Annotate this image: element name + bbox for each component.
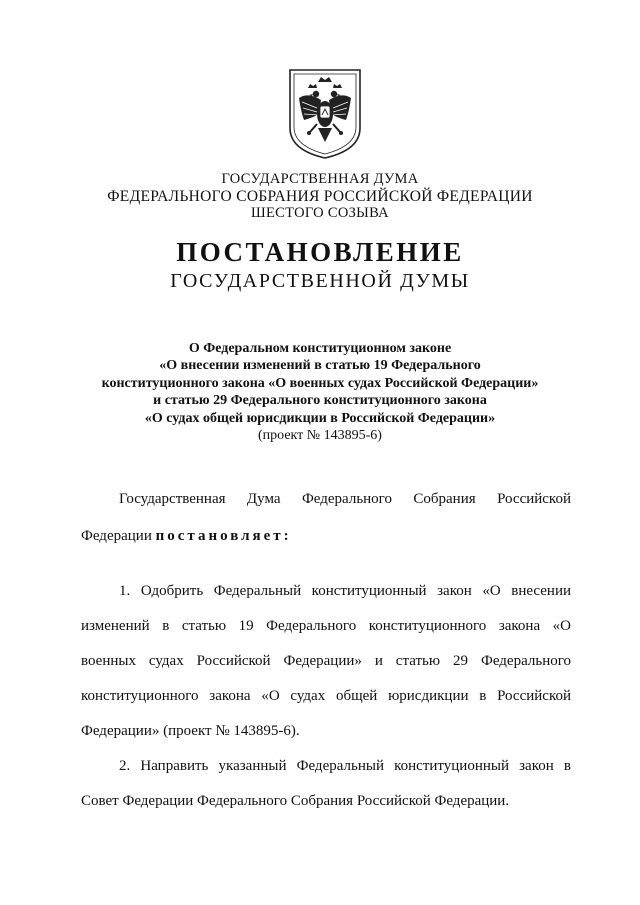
coat-of-arms-icon bbox=[288, 68, 362, 160]
preamble-line: Государственная Дума Федерального Собрания Российской bbox=[119, 491, 571, 507]
subject-line: и статью 29 Федерального конституционного закона bbox=[153, 393, 487, 409]
subject-line: «О внесении изменений в статью 19 Федерального bbox=[159, 358, 481, 374]
convocation: ШЕСТОГО СОЗЫВА bbox=[251, 205, 389, 221]
paragraph-line: изменений в статью 19 Федерального конституционного закона «О bbox=[81, 618, 571, 634]
preamble bbox=[81, 488, 571, 547]
paragraph-line: 2. Направить указанный Федеральный конституционный закон в bbox=[119, 758, 571, 774]
subject-line: конституционного закона «О военных судах Российской Федерации» bbox=[101, 375, 539, 391]
document-subtitle: ГОСУДАРСТВЕННОЙ ДУМЫ bbox=[170, 270, 470, 292]
decree-word: постановляет: bbox=[155, 528, 292, 544]
preamble-line bbox=[81, 525, 571, 547]
paragraph-line: Совет Федерации Федерального Собрания Российской Федерации. bbox=[81, 793, 510, 809]
paragraph-line: Федерации» (проект № 143895-6). bbox=[81, 723, 300, 739]
document-subject bbox=[40, 340, 600, 444]
org-name-line1: ГОСУДАРСТВЕННАЯ ДУМА bbox=[221, 171, 419, 187]
preamble-text: Федерации bbox=[81, 528, 156, 544]
document-title: ПОСТАНОВЛЕНИЕ bbox=[176, 237, 464, 267]
item-2 bbox=[81, 755, 571, 825]
item-1 bbox=[81, 580, 571, 755]
paragraph-line: военных судах Российской Федерации» и статью 29 Федерального bbox=[81, 653, 571, 669]
paragraph-line: 1. Одобрить Федеральный конституционный закон «О внесении bbox=[119, 583, 571, 599]
subject-line: О Федеральном конституционном законе bbox=[188, 341, 452, 356]
subject-line: «О судах общей юрисдикции в Российской Федерации» bbox=[144, 410, 496, 426]
paragraph-line: конституционного закона «О судах общей юрисдикции в Российской bbox=[81, 688, 571, 704]
project-number: (проект № 143895-6) bbox=[258, 428, 382, 444]
org-name-line2: ФЕДЕРАЛЬНОГО СОБРАНИЯ РОССИЙСКОЙ ФЕДЕРАЦИИ bbox=[107, 188, 533, 205]
